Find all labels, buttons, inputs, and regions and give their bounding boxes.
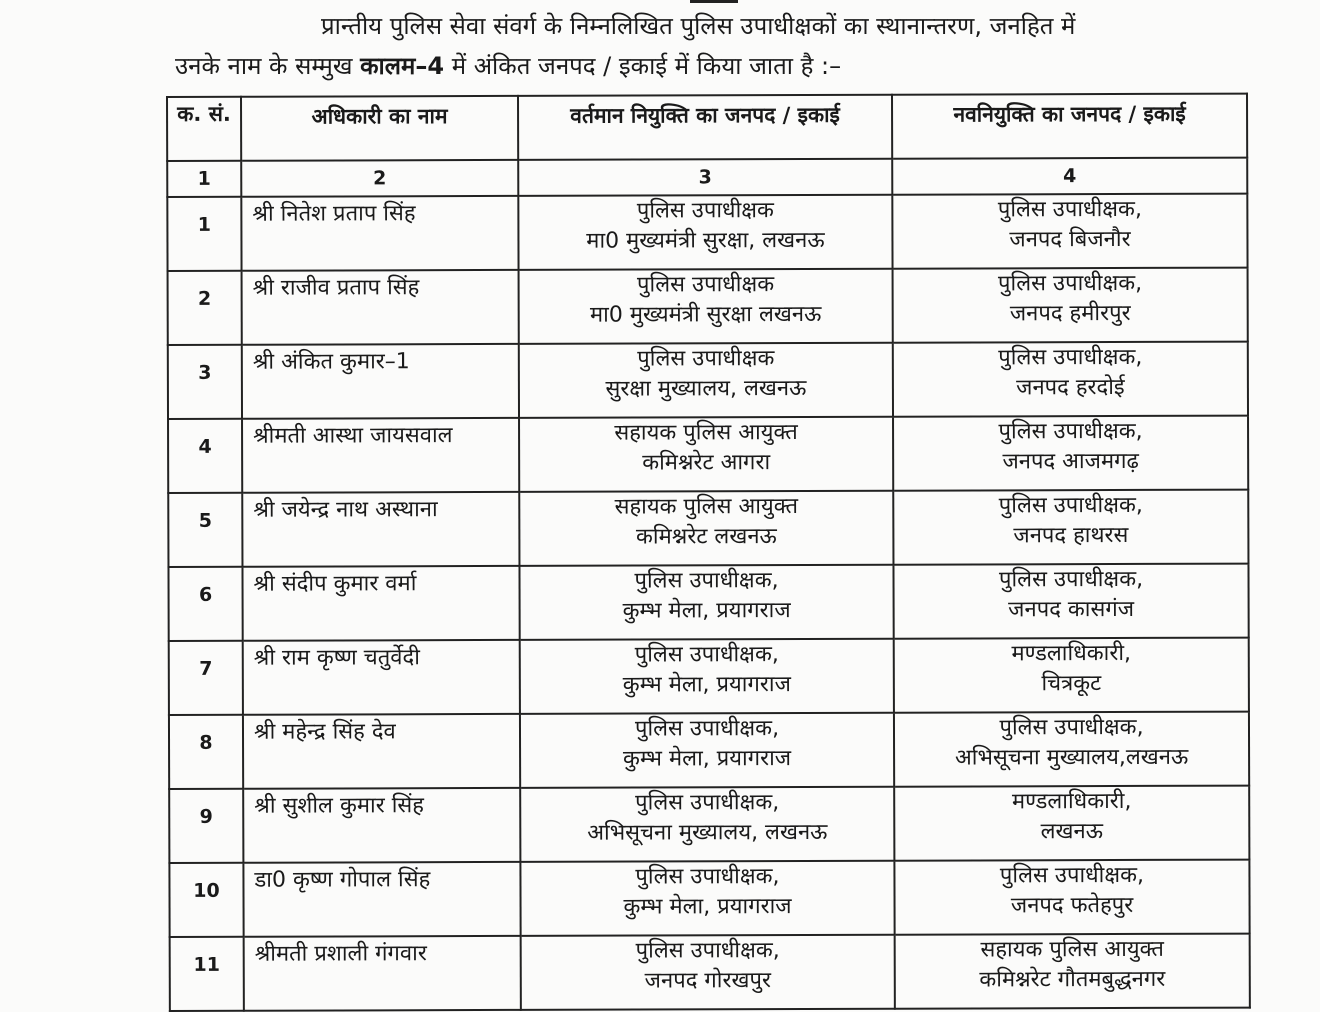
serial-number: 1 [167,197,241,271]
table-row [168,416,1248,493]
new-posting-line: अभिसूचना मुख्यालय,लखनऊ [954,744,1189,771]
new-posting [894,712,1249,787]
new-posting-line: जनपद हमीरपुर [1009,300,1131,327]
new-posting [894,786,1249,861]
column-number: 3 [518,159,892,196]
header-current-posting: वर्तमान नियुक्ति का जनपद / इकाई [518,95,892,160]
officer-name: श्री जयेन्द्र नाथ अस्थाना [242,492,519,567]
new-posting-line: पुलिस उपाधीक्षक, [998,492,1143,519]
current-posting-line: सहायक पुलिस आयुक्त [614,420,798,446]
new-posting-line: जनपद आजमगढ़ [1002,448,1139,475]
current-posting-line: पुलिस उपाधीक्षक, [635,938,780,964]
current-posting-line: पुलिस उपाधीक्षक, [634,716,780,742]
current-posting-line: कुम्भ मेला, प्रयागराज [622,672,791,698]
current-posting [518,195,892,270]
intro-column-ref: कालम–4 [360,52,445,80]
officer-name: श्री राम कृष्ण चतुर्वेदी [243,640,520,715]
table-row [169,786,1249,863]
new-posting-line: जनपद बिजनौर [1009,226,1131,253]
new-posting-line: पुलिस उपाधीक्षक, [997,196,1142,223]
current-posting-line: पुलिस उपाधीक्षक [636,198,774,224]
officer-name: श्री अंकित कुमार–1 [242,344,519,419]
current-posting-line: मा0 मुख्यमंत्री सुरक्षा, लखनऊ [586,227,825,254]
new-posting-line: लखनऊ [1040,819,1104,845]
table-row [167,194,1247,271]
current-posting-line: पुलिस उपाधीक्षक, [635,790,780,816]
officer-name: श्री सुशील कुमार सिंह [243,788,520,863]
current-posting-line: कुम्भ मेला, प्रयागराज [622,746,792,772]
table-row [168,490,1248,567]
new-posting-line: पुलिस उपाधीक्षक, [998,344,1143,371]
officer-name: श्रीमती प्रशाली गंगवार [244,936,521,1011]
header-serial: क. सं. [167,97,241,161]
table-header-row [167,94,1247,161]
table-row [170,934,1250,1011]
officer-name: श्री राजीव प्रताप सिंह [242,270,519,345]
current-posting [519,565,893,640]
current-posting-line: अभिसूचना मुख्यालय, लखनऊ [587,819,828,846]
new-posting-line: जनपद हरदोई [1016,374,1125,401]
officer-name: श्री संदीप कुमार वर्मा [242,566,519,641]
table-row [168,268,1248,345]
serial-number: 3 [168,345,242,419]
new-posting-line: कमिश्नरेट गौतमबुद्धनगर [979,966,1166,993]
current-posting-line: कुम्भ मेला, प्रयागराज [622,598,791,624]
new-posting [894,860,1249,935]
current-posting [519,343,893,418]
current-posting-line: पुलिस उपाधीक्षक [637,346,775,372]
table-row [168,342,1248,419]
officer-name: श्री नितेश प्रताप सिंह [241,196,518,271]
new-posting [893,342,1248,417]
officer-name: श्रीमती आस्था जायसवाल [242,418,519,493]
officer-name: डा0 कृष्ण गोपाल सिंह [243,862,520,937]
serial-number: 7 [169,641,243,715]
new-posting [895,934,1250,1009]
new-posting-line: पुलिस उपाधीक्षक, [998,418,1143,445]
new-posting [893,268,1248,343]
current-posting-line: कमिश्नरेट आगरा [642,450,771,476]
new-posting-line: जनपद कासगंज [1008,596,1135,623]
current-posting-line: पुलिस उपाधीक्षक, [634,642,779,668]
heading-underline [690,0,738,3]
serial-number: 11 [170,937,244,1011]
new-posting-line: मण्डलाधिकारी, [1011,788,1132,815]
current-posting-line: पुलिस उपाधीक्षक, [634,568,779,594]
current-posting-line: जनपद गोरखपुर [644,968,771,994]
new-posting-line: जनपद फतेहपुर [1010,892,1134,919]
table-row [168,564,1248,641]
current-posting [519,269,893,344]
header-new-posting: नवनियुक्ति का जनपद / इकाई [892,94,1247,159]
current-posting-line: मा0 मुख्यमंत्री सुरक्षा लखनऊ [589,301,822,328]
column-number: 2 [241,160,518,197]
transfer-table [166,93,1251,1012]
column-number: 1 [167,161,241,197]
current-posting-line: सुरक्षा मुख्यालय, लखनऊ [605,375,807,402]
intro-paragraph [175,6,1235,86]
new-posting-line: पुलिस उपाधीक्षक, [997,270,1143,297]
new-posting-line: पुलिस उपाधीक्षक, [998,566,1144,593]
current-posting-line: पुलिस उपाधीक्षक, [635,864,780,890]
current-posting [519,417,893,492]
column-number: 4 [892,158,1247,195]
current-posting-line: कुम्भ मेला, प्रयागराज [623,894,792,920]
transfer-table-container [166,93,1249,1012]
new-posting [893,564,1248,639]
new-posting [893,490,1248,565]
intro-line-2 [175,46,1235,86]
new-posting-line: सहायक पुलिस आयुक्त [980,936,1164,963]
officer-name: श्री महेन्द्र सिंह देव [243,714,520,789]
header-officer-name: अधिकारी का नाम [241,96,518,161]
column-number-row [167,158,1247,197]
new-posting [893,416,1248,491]
serial-number: 6 [168,567,242,641]
intro-line-2-end: में अंकित जनपद / इकाई में किया जाता है :– [444,52,842,80]
new-posting-line: चित्रकूट [1041,671,1102,697]
current-posting [520,713,894,788]
current-posting-line: कमिश्नरेट लखनऊ [635,524,777,550]
serial-number: 5 [168,493,242,567]
new-posting-line: पुलिस उपाधीक्षक, [999,862,1145,889]
intro-line-1: प्रान्तीय पुलिस सेवा संवर्ग के निम्नलिखित पुलिस उपाधीक्षकों का स्थानान्तरण, जनहित में [321,12,1076,40]
current-posting [520,861,894,936]
table-row [169,638,1249,715]
table-row [169,860,1249,937]
serial-number: 4 [168,419,242,493]
serial-number: 9 [169,789,243,863]
current-posting [519,491,893,566]
new-posting-line: मण्डलाधिकारी, [1011,640,1132,667]
new-posting-line: जनपद हाथरस [1013,522,1129,549]
new-posting-line: पुलिस उपाधीक्षक, [999,714,1144,741]
serial-number: 8 [169,715,243,789]
current-posting [520,639,894,714]
current-posting [521,935,895,1010]
intro-line-2-start: उनके नाम के सम्मुख [175,52,361,80]
serial-number: 2 [168,271,242,345]
current-posting-line: पुलिस उपाधीक्षक [636,272,775,298]
table-row [169,712,1249,789]
current-posting-line: सहायक पुलिस आयुक्त [614,494,799,520]
serial-number: 10 [169,863,243,937]
new-posting [892,194,1247,269]
current-posting [520,787,894,862]
new-posting [894,638,1249,713]
